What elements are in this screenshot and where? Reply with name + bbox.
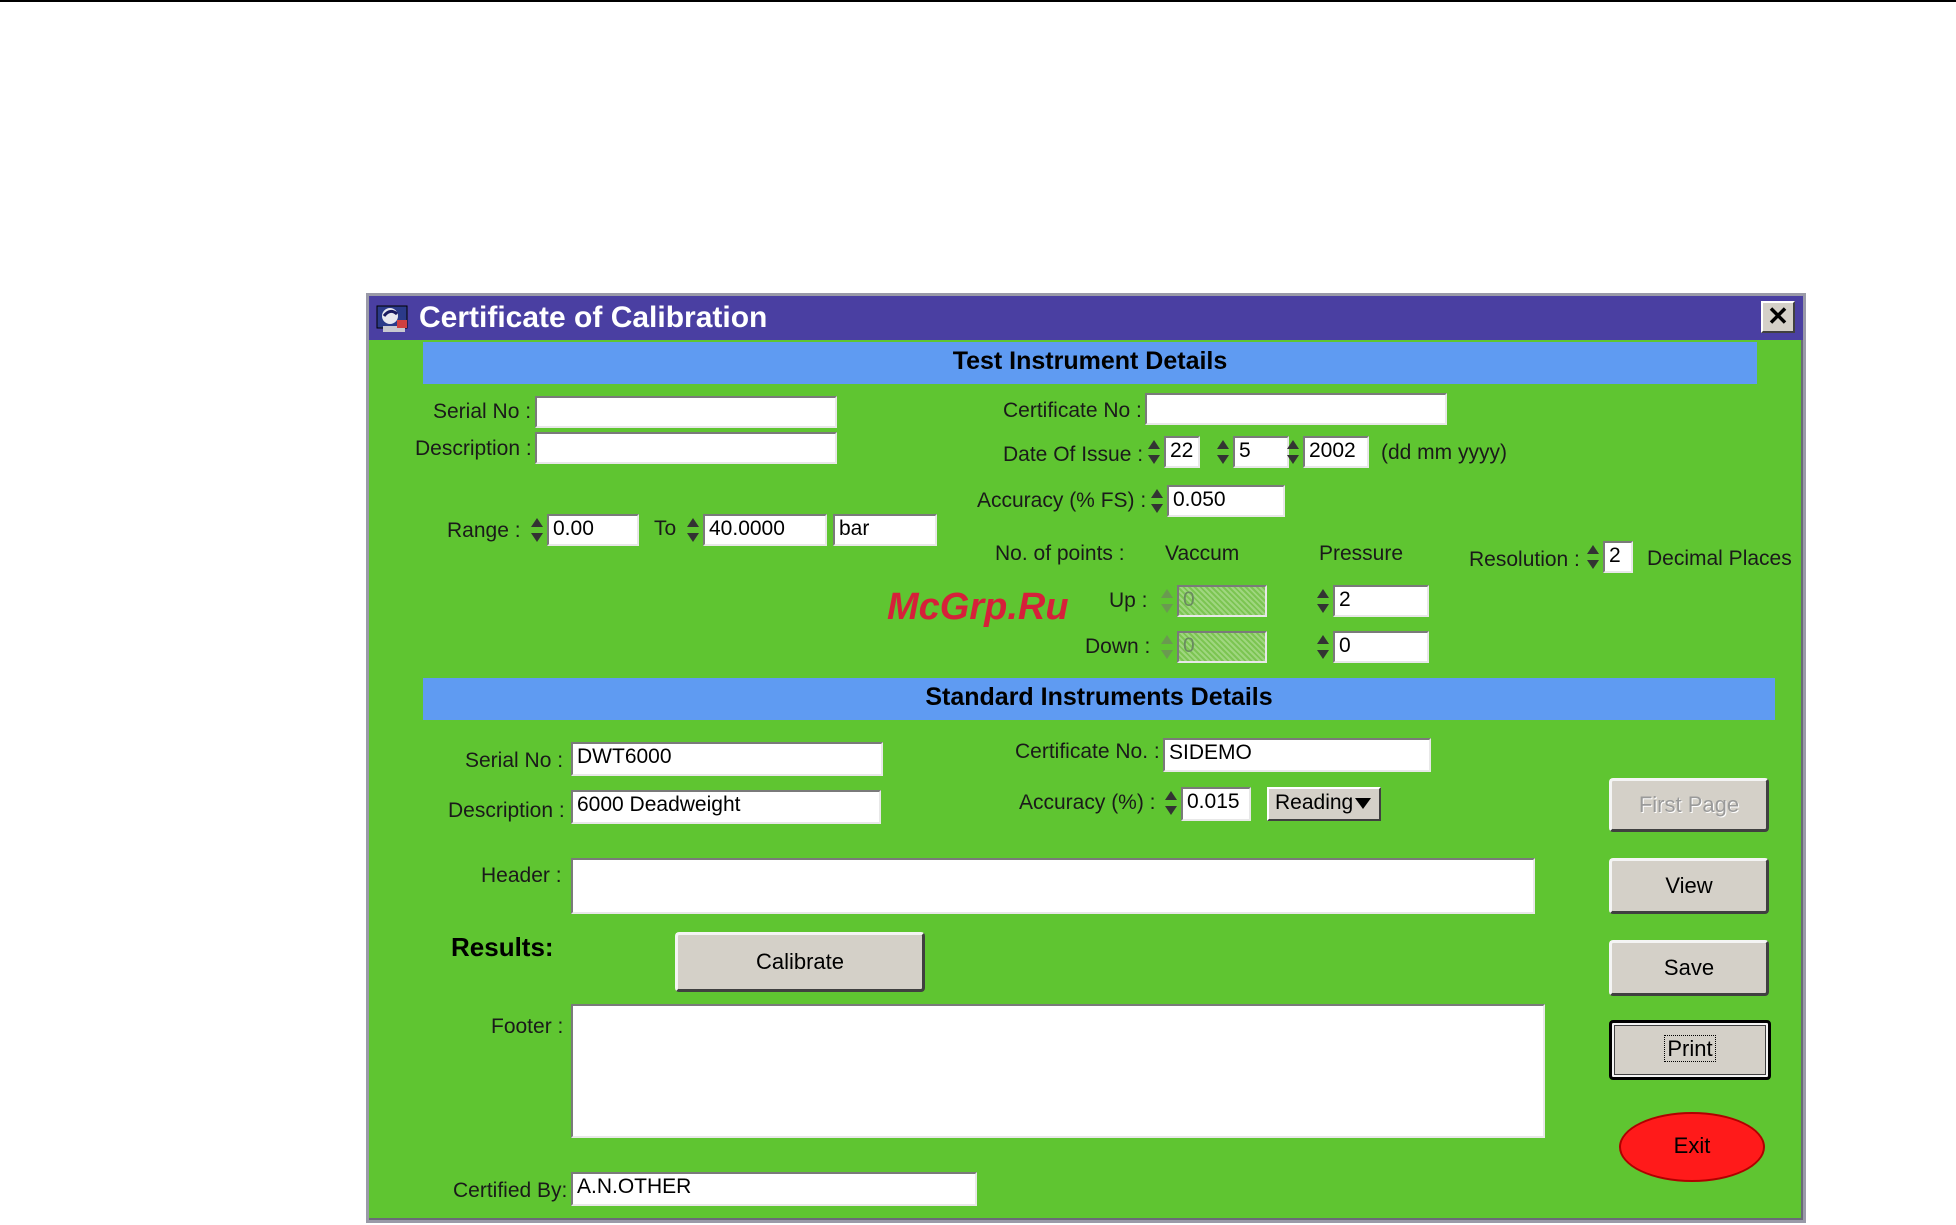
certified-by-input[interactable]: A.N.OTHER (571, 1172, 977, 1206)
resolution-input[interactable]: 2 (1603, 541, 1633, 573)
range-unit-input[interactable]: bar (833, 514, 937, 546)
watermark: McGrp.Ru (887, 586, 1069, 628)
vacuum-up-spinner (1159, 586, 1175, 616)
chevron-down-icon (1355, 798, 1371, 809)
test-description-input[interactable] (535, 432, 837, 464)
calibrate-button-label: Calibrate (755, 949, 845, 974)
accuracy-mode-dropdown[interactable] (1267, 787, 1381, 821)
points-label: No. of points : (995, 542, 1125, 565)
resolution-label: Resolution : (1469, 548, 1580, 571)
range-to-input[interactable]: 40.0000 (703, 514, 827, 546)
pressure-up-spinner[interactable] (1315, 586, 1331, 616)
results-label: Results: (451, 932, 554, 962)
decimal-places-label: Decimal Places (1647, 547, 1792, 570)
print-button[interactable] (1609, 1020, 1771, 1080)
save-label: Save (1663, 955, 1715, 980)
range-label: Range : (447, 519, 521, 542)
test-description-label: Description : (415, 437, 532, 460)
test-accuracy-spinner[interactable] (1149, 486, 1165, 516)
print-label: Print (1664, 1035, 1715, 1062)
close-button[interactable] (1761, 301, 1795, 333)
header-label: Header : (481, 864, 562, 887)
std-description-input[interactable]: 6000 Deadweight (571, 790, 881, 824)
vaccum-label: Vaccum (1165, 542, 1240, 565)
date-year-input[interactable]: 2002 (1303, 436, 1369, 468)
down-label: Down : (1085, 635, 1151, 658)
pressure-up-input[interactable]: 2 (1333, 585, 1429, 617)
exit-label: Exit (1673, 1133, 1711, 1158)
date-month-spinner[interactable] (1215, 437, 1231, 467)
test-accuracy-label: Accuracy (% FS) : (977, 489, 1147, 512)
std-serial-input[interactable]: DWT6000 (571, 742, 883, 776)
first-page-button (1609, 778, 1769, 832)
accuracy-mode-value: Reading (1275, 791, 1354, 814)
date-month-input[interactable]: 5 (1233, 436, 1289, 468)
test-serial-label: Serial No : (433, 400, 532, 423)
vacuum-down-spinner (1159, 632, 1175, 662)
view-label: View (1665, 873, 1713, 898)
std-certificate-label: Certificate No. : (1015, 740, 1160, 763)
title-bar[interactable] (369, 296, 1803, 340)
test-certificate-label: Certificate No : (1003, 399, 1142, 422)
range-to-label: To (654, 517, 677, 540)
date-day-input[interactable]: 22 (1164, 436, 1200, 468)
test-certificate-input[interactable] (1145, 393, 1447, 425)
page-top-rule (0, 0, 1956, 2)
pressure-label: Pressure (1319, 542, 1404, 565)
range-from-input[interactable]: 0.00 (547, 514, 639, 546)
test-instrument-heading: Test Instrument Details (423, 342, 1757, 384)
date-year-spinner[interactable] (1285, 437, 1301, 467)
resolution-spinner[interactable] (1585, 542, 1601, 572)
first-page-label: First Page (1638, 792, 1740, 817)
calibration-window (366, 293, 1806, 1223)
std-serial-label: Serial No : (465, 749, 564, 772)
window-title: Certificate of Calibration (419, 301, 768, 334)
pressure-down-spinner[interactable] (1315, 632, 1331, 662)
standard-instrument-heading: Standard Instruments Details (423, 678, 1775, 720)
close-icon: ✕ (1767, 301, 1789, 331)
std-accuracy-label: Accuracy (%) : (1019, 791, 1156, 814)
date-day-spinner[interactable] (1146, 437, 1162, 467)
calibrate-button[interactable] (675, 932, 925, 992)
app-icon (375, 302, 411, 334)
up-label: Up : (1109, 589, 1148, 612)
vacuum-up-input: 0 (1177, 585, 1267, 617)
vacuum-down-input: 0 (1177, 631, 1267, 663)
std-accuracy-input[interactable]: 0.015 (1181, 787, 1251, 821)
range-to-spinner[interactable] (685, 515, 701, 545)
header-input[interactable] (571, 858, 1535, 914)
footer-input[interactable] (571, 1004, 1545, 1138)
exit-button[interactable] (1619, 1112, 1765, 1182)
test-accuracy-input[interactable]: 0.050 (1167, 485, 1285, 517)
certified-by-label: Certified By: (453, 1179, 568, 1202)
range-from-spinner[interactable] (529, 515, 545, 545)
pressure-down-input[interactable]: 0 (1333, 631, 1429, 663)
std-accuracy-spinner[interactable] (1163, 788, 1179, 818)
date-format-hint: (dd mm yyyy) (1381, 441, 1507, 464)
test-serial-input[interactable] (535, 396, 837, 428)
footer-label: Footer : (491, 1015, 564, 1038)
view-button[interactable] (1609, 858, 1769, 914)
date-of-issue-label: Date Of Issue : (1003, 443, 1144, 466)
std-description-label: Description : (448, 799, 565, 822)
std-certificate-input[interactable]: SIDEMO (1163, 738, 1431, 772)
save-button[interactable] (1609, 940, 1769, 996)
